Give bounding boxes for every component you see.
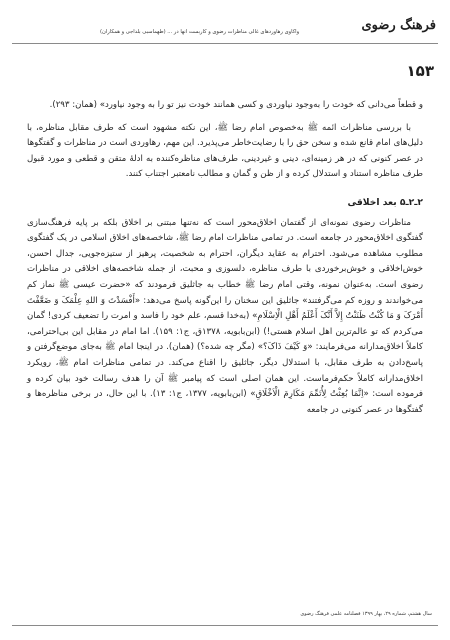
paragraph-3: مناظرات رضوی نمونه‌ای از گفتمان اخلاق‌محور است که نه‌تنها مبتنی بر اخلاق بلکه بر پایه فرهنگ‌سازی گفتگوی اخلاق‌محور در جامعه است. در تمامی مناظرات امام رضا ﷺ، شاخصه‌های اخلاق اسلامی در یک گفتگوی مطلوب مشاهده می‌شود. احترام به عقاید دیگران، احترام به شخصیت، پرهیز از ستیزه‌جویی، جدال احسن، خوش‌اخلاقی و خوش‌برخوردی با طرف مناظره، دلسوزی و محبت، از جمله شاخصه‌های اخلاقی در مناظرات رضوی است. به‌عنوان نمونه، وقتی امام رضا ﷺ خطاب به جاثلیق فرمودند که «حضرت عیسی ﷺ نماز کم می‌خواندند و روزه کم می‌گرفتند» جاثلیق این سخنان را این‌گونه پاسخ می‌دهد: «أَفْسَدْتَ وَ اللهِ عِلْمَکَ وَ ضَعَّفْتَ أَمْرَکَ وَ مَا کُنْتُ ظَنَنْتُ إِلاَّ أَنَّکَ أَعْلَمُ أَهْلِ الْاِسْلَامِ» (به‌خدا قسم، علم خود را فاسد و امرت را تضعیف کردی! گمان می‌کردم که تو عالم‌ترین اهل اسلام هستی!) (ابن‌بابویه، ۱۳۷۸ق، ج۱: ۱۵۹). اما امام در مقابل این بی‌احترامی، کاملاً اخلاق‌مدارانه می‌فرمایند: «وَ کَیْفَ ذَاکَ؟» (مگر چه شده؟) (همان). در اینجا امام ﷺ به‌جای موضع‌گرفتن و پاسخ‌دادن به طرف مقابل، با استدلال دیگر، جاثلیق را اقناع می‌کند. در تمامی مناظرات امام ﷺ، رویکرد اخلاق‌مدارانه کاملاً حکم‌فرماست. این همان اصلی است که پیامبر ﷺ آن را هدف رسالت خود بیان کرده و فرموده است: «اِنَّمَا بُعِثْتُ لِأُتَمِّمَ مَکَارِمَ الْاَخْلَاقِ» (ابن‌بابویه، ۱۳۷۷، ج۱: ۱۳). با این حال، در برخی مناظره‌ها و گفتگوها در عصر کنونی در جامعه <box>27 217 423 415</box>
paragraph-2: با بررسی مناظرات ائمه ﷺ به‌خصوص امام رضا ﷺ، این نکته مشهود است که طرف مقابل مناظره، با دلیل‌های امام قانع شده و سخن حق را با رضایت‌خاطر می‌پذیرد. این مهم، رهاوردی است در مناظرات و گفتگوها در عصر کنونی که در هر زمینه‌ای، دینی و غیردینی، طرف‌های مناظره‌کننده به ادلهٔ متقن و قطعی و مورد قبول طرف مناظره استناد و استدلال کرده و از ظن و گمان و مطالب نامعتبر اجتناب کنند. <box>27 122 423 180</box>
footer-divider <box>12 625 438 626</box>
running-head: واکاوی رهاوردهای غالی مناظرات رضوی و کاربست آنها در ... (طهماسبی بلداجی و همکاران) <box>100 29 300 35</box>
paragraph-1: و قطعاً می‌دانی که خودت را به‌وجود نیاوردی و کسی همانند خودت نیز تو را به وجود نیاورد» (همان: ۲۹۳). <box>49 100 423 110</box>
section-heading: ۲ـ۲ـ۵ بعد اخلاقی <box>347 196 423 208</box>
page-footer: سال هشتم، شماره ۲۹، بهار ۱۳۹۹ فصلنامه علمی فرهنگ رضوی <box>300 611 432 617</box>
article-body <box>27 98 423 418</box>
journal-logo: فرهنگ رضوی <box>361 18 436 33</box>
header-divider <box>12 43 438 44</box>
page-number: ۱۵۳ <box>406 62 434 80</box>
